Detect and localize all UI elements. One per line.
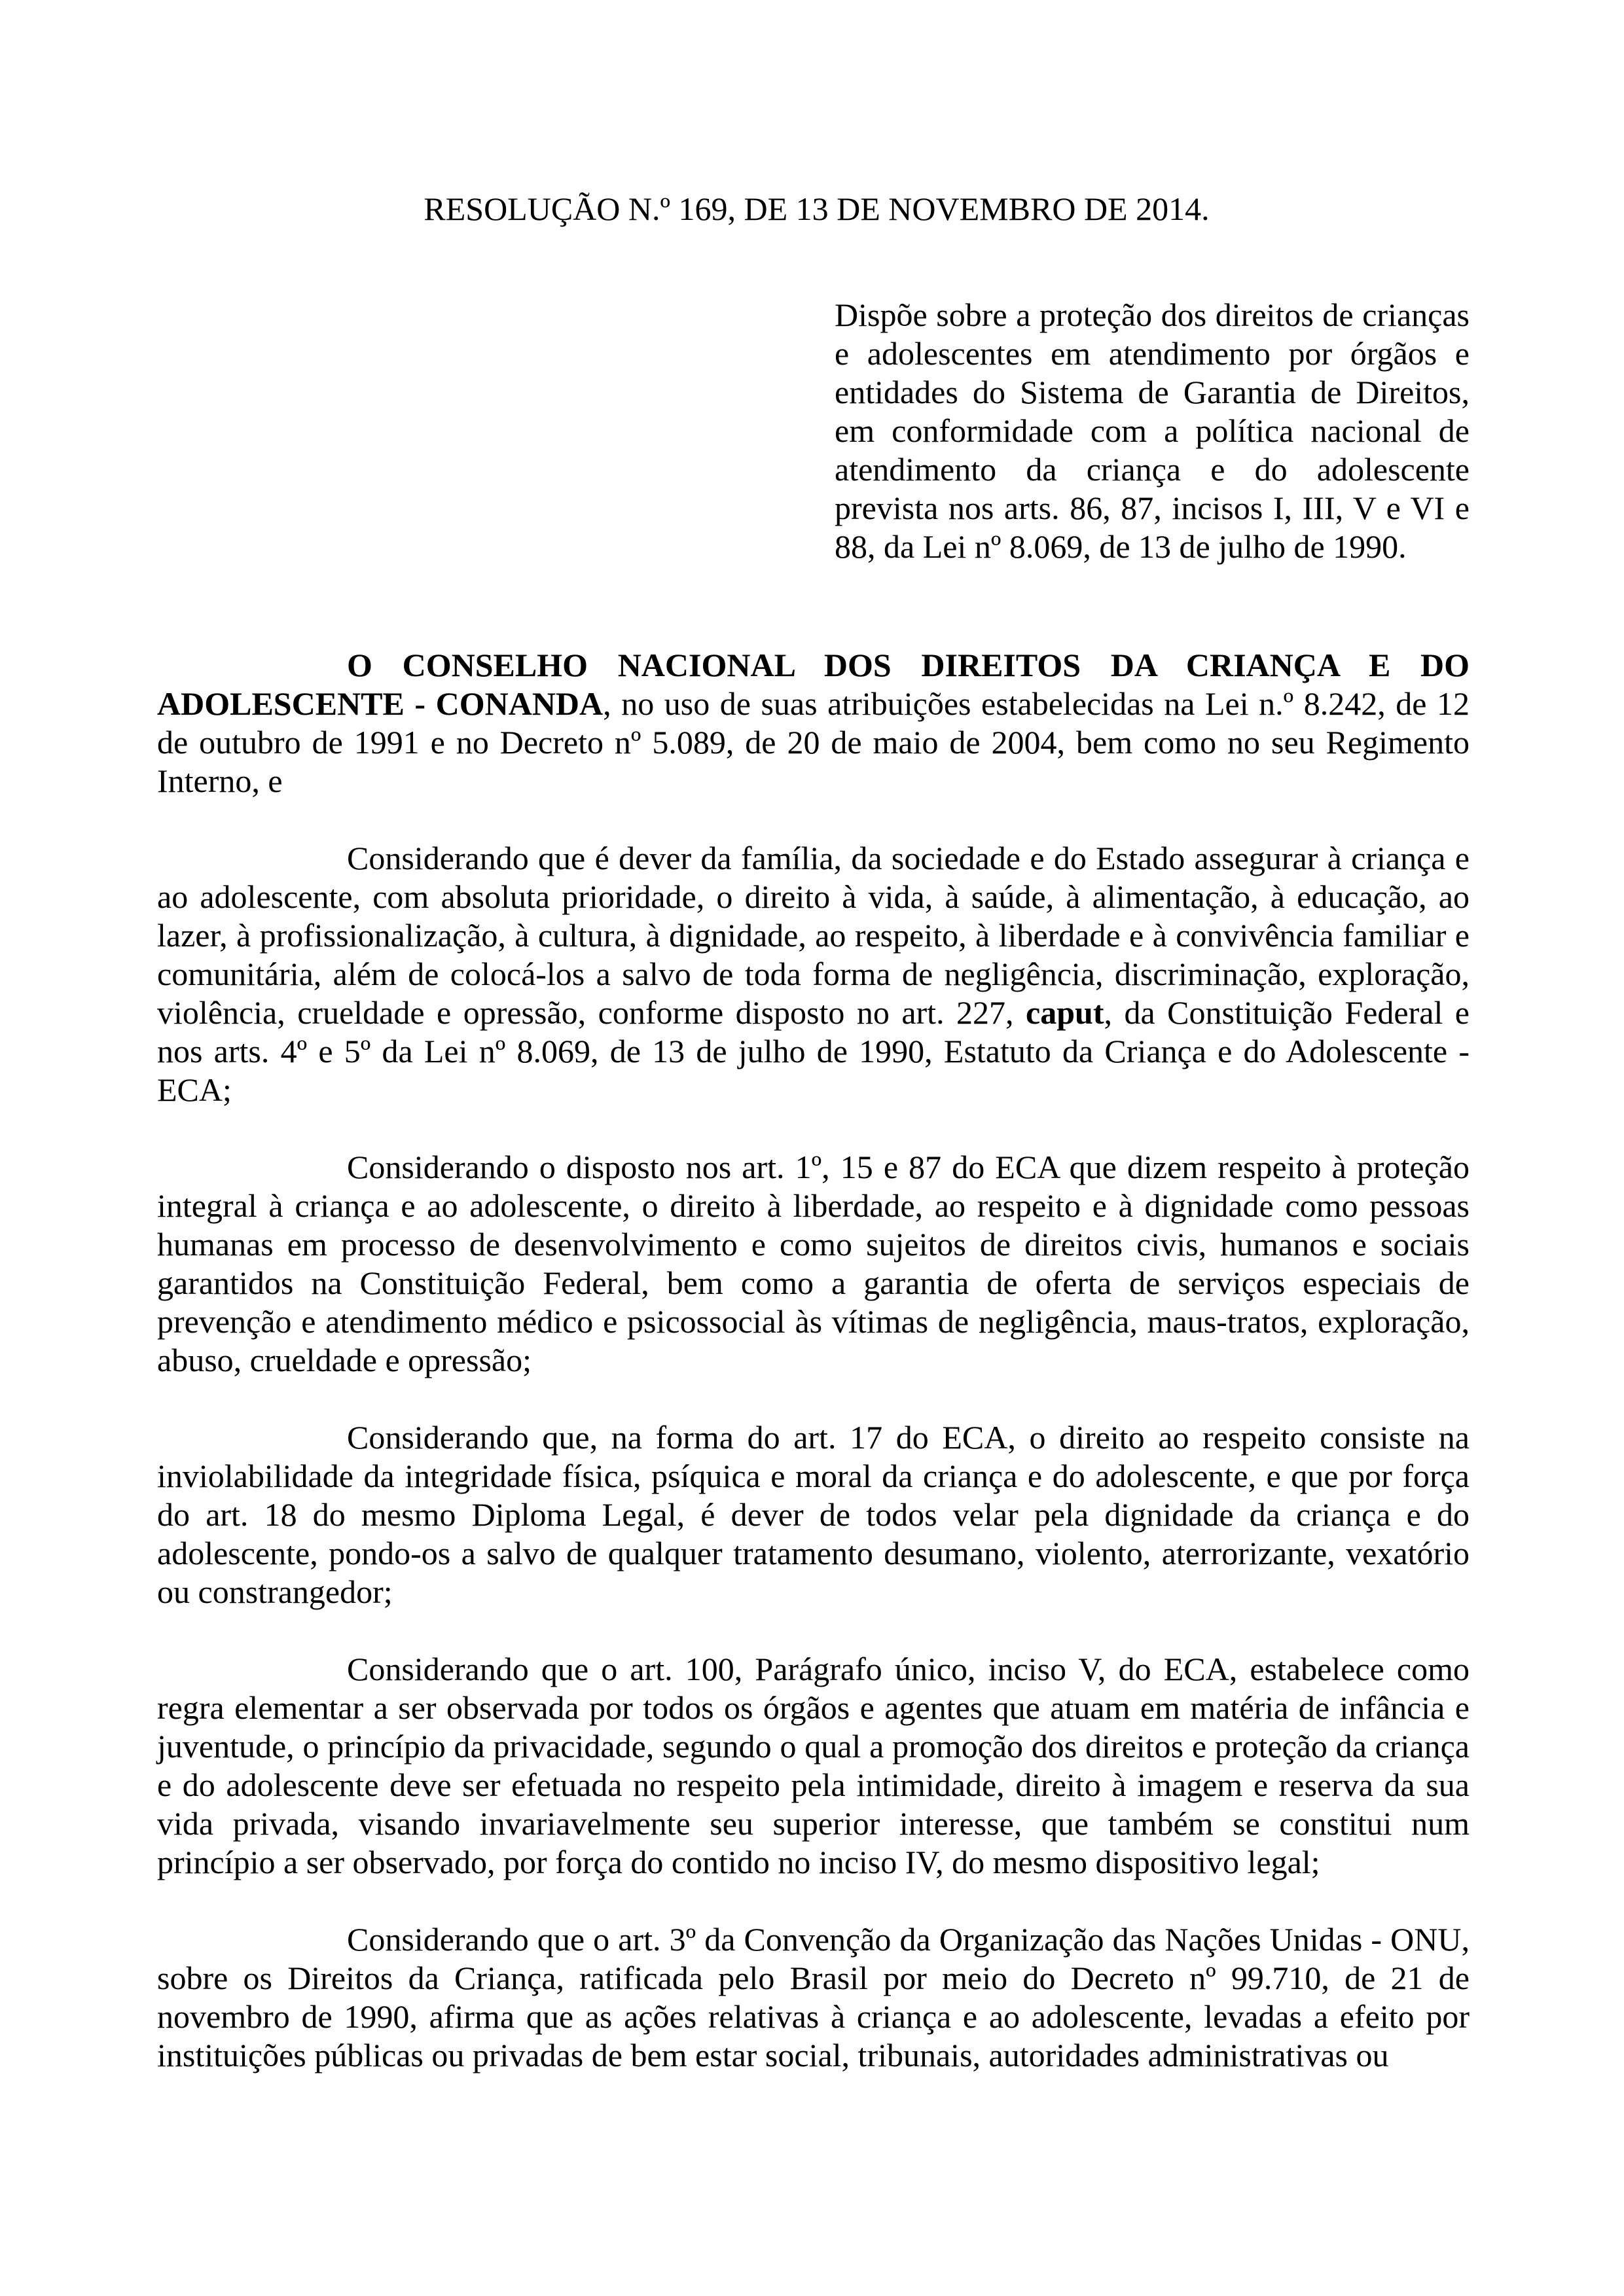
council-name: O CONSELHO NACIONAL DOS DIREITOS DA CRIANÇA E DO ADOLESCENTE - CONANDA — [157, 647, 1470, 722]
consideranda-1-after: , da Constituição Federal e nos arts. 4º e 5º da Lei nº 8.069, de 13 de julho de 1990, Estatuto da Criança e do Adolescente - ECA; — [157, 994, 1470, 1108]
preamble-text: , no uso de suas atribuições estabelecidas na Lei n.º 8.242, de 12 de outubro de 1991 e no Decreto nº 5.089, de 20 de maio de 2004, bem como no seu Regimento Interno, e — [157, 685, 1470, 799]
consideranda-1-before: Considerando que é dever da família, da sociedade e do Estado assegurar à criança e ao adolescente, com absoluta prioridade, o direito à vida, à saúde, à alimentação, à educação, ao lazer, à profissionalização, à cultura, à dignidade, ao respeito, à liberdade e à convivência familiar e comunitária, além de colocá-los a salvo de toda forma de negligência, discriminação, exploração, violência, crueldade e opressão, conforme disposto no art. 227, — [157, 840, 1470, 1031]
consideranda-paragraph-4: Considerando que o art. 100, Parágrafo único, inciso V, do ECA, estabelece como regra elementar a ser observada por todos os órgãos e agentes que atuam em matéria de infância e juventude, o princípio da privacidade, segundo o qual a promoção dos direitos e proteção da criança e do adolescente deve ser efetuada no respeito pela intimidade, direito à imagem e reserva da sua vida privada, visando invariavelmente seu superior interesse, que também se constitui num princípio a ser observado, por força do contido no inciso IV, do mesmo dispositivo legal; — [157, 1651, 1470, 1880]
consideranda-1-bold: caput — [1026, 994, 1104, 1031]
consideranda-paragraph-3: Considerando que, na forma do art. 17 do ECA, o direito ao respeito consiste na inviolabilidade da integridade física, psíquica e moral da criança e do adolescente, e que por força do art. 18 do mesmo Diploma Legal, é dever de todos velar pela dignidade da criança e do adolescente, pondo-os a salvo de qualquer tratamento desumano, violento, aterrorizante, vexatório ou constrangedor; — [157, 1419, 1470, 1610]
resolution-title: RESOLUÇÃO N.º 169, DE 13 DE NOVEMBRO DE 2014. — [424, 190, 1210, 227]
consideranda-paragraph-1 — [157, 839, 1470, 1109]
preamble-paragraph — [157, 646, 1470, 800]
ementa-summary: Dispõe sobre a proteção dos direitos de crianças e adolescentes em atendimento por órgãos e entidades do Sistema de Garantia de Direitos, em conformidade com a política nacional de atendimento da criança e do adolescente prevista nos arts. 86, 87, incisos I, III, V e VI e 88, da Lei nº 8.069, de 13 de julho de 1990. — [835, 296, 1470, 565]
document-page — [157, 190, 1470, 2075]
consideranda-paragraph-5: Considerando que o art. 3º da Convenção da Organização das Nações Unidas - ONU, sobre os Direitos da Criança, ratificada pelo Brasil por meio do Decreto nº 99.710, de 21 de novembro de 1990, afirma que as ações relativas à criança e ao adolescente, levadas a efeito por instituições públicas ou privadas de bem estar social, tribunais, autoridades administrativas ou — [157, 1921, 1470, 2073]
consideranda-paragraph-2: Considerando o disposto nos art. 1º, 15 e 87 do ECA que dizem respeito à proteção integral à criança e ao adolescente, o direito à liberdade, ao respeito e à dignidade como pessoas humanas em processo de desenvolvimento e como sujeitos de direitos civis, humanos e sociais garantidos na Constituição Federal, bem como a garantia de oferta de serviços especiais de prevenção e atendimento médico e psicossocial às vítimas de negligência, maus-tratos, exploração, abuso, crueldade e opressão; — [157, 1149, 1470, 1378]
